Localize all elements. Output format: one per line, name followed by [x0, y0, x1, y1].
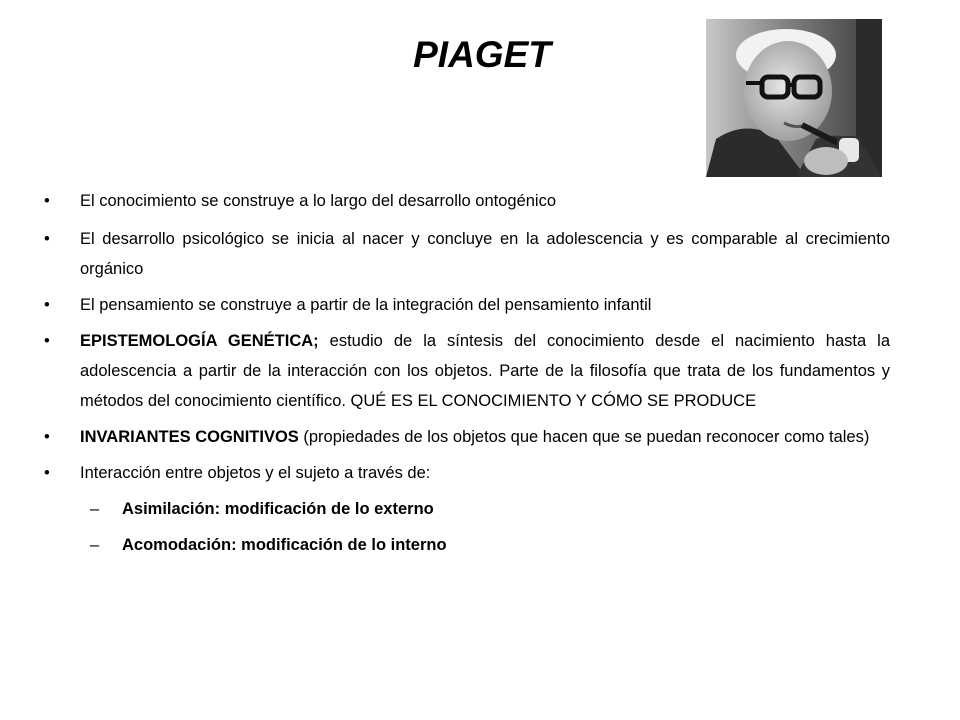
- item-text: Interacción entre objetos y el sujeto a través de:: [80, 464, 431, 482]
- item-text: El desarrollo psicológico se inicia al nacer y concluye en la adolescencia y es comparable al crecimiento orgánico: [80, 230, 890, 278]
- list-item: [44, 186, 890, 216]
- list-item: [44, 458, 890, 488]
- list-item: [44, 224, 890, 284]
- bullet-icon: •: [44, 428, 50, 446]
- list-item: [44, 290, 890, 320]
- slide-title: PIAGET: [413, 34, 551, 75]
- bullet-icon: •: [44, 464, 50, 482]
- list-item: [44, 422, 890, 452]
- sub-list-item: [44, 530, 890, 560]
- bullet-list: [44, 186, 890, 566]
- bullet-icon: •: [44, 192, 50, 210]
- item-text: El pensamiento se construye a partir de la integración del pensamiento infantil: [80, 296, 652, 314]
- sub-item-text: Asimilación: modificación de lo externo: [122, 500, 434, 518]
- item-bold-text: INVARIANTES COGNITIVOS: [80, 428, 299, 446]
- bullet-icon: •: [44, 230, 50, 248]
- item-text: (propiedades de los objetos que hacen que se puedan reconocer como tales): [298, 428, 870, 446]
- bullet-icon: •: [44, 332, 50, 350]
- item-text: El conocimiento se construye a lo largo del desarrollo ontogénico: [80, 192, 557, 210]
- bullet-icon: •: [44, 296, 50, 314]
- sub-list-item: [44, 494, 890, 524]
- item-text: estudio de la síntesis del conocimiento desde el nacimiento hasta la adolescencia a partir de la interacción con los objetos. Parte de la filosofía que trata de los fundamentos y métodos del conocimiento científico. QUÉ ES EL CONOCIMIENTO Y CÓMO SE PRODUCE: [80, 332, 890, 410]
- list-item: [44, 326, 890, 416]
- portrait-photo: [706, 19, 882, 177]
- sub-item-text: Acomodación: modificación de lo interno: [122, 536, 447, 554]
- item-bold-text: EPISTEMOLOGÍA GENÉTICA;: [80, 332, 319, 350]
- dash-icon: –: [90, 536, 100, 554]
- dash-icon: –: [90, 500, 100, 518]
